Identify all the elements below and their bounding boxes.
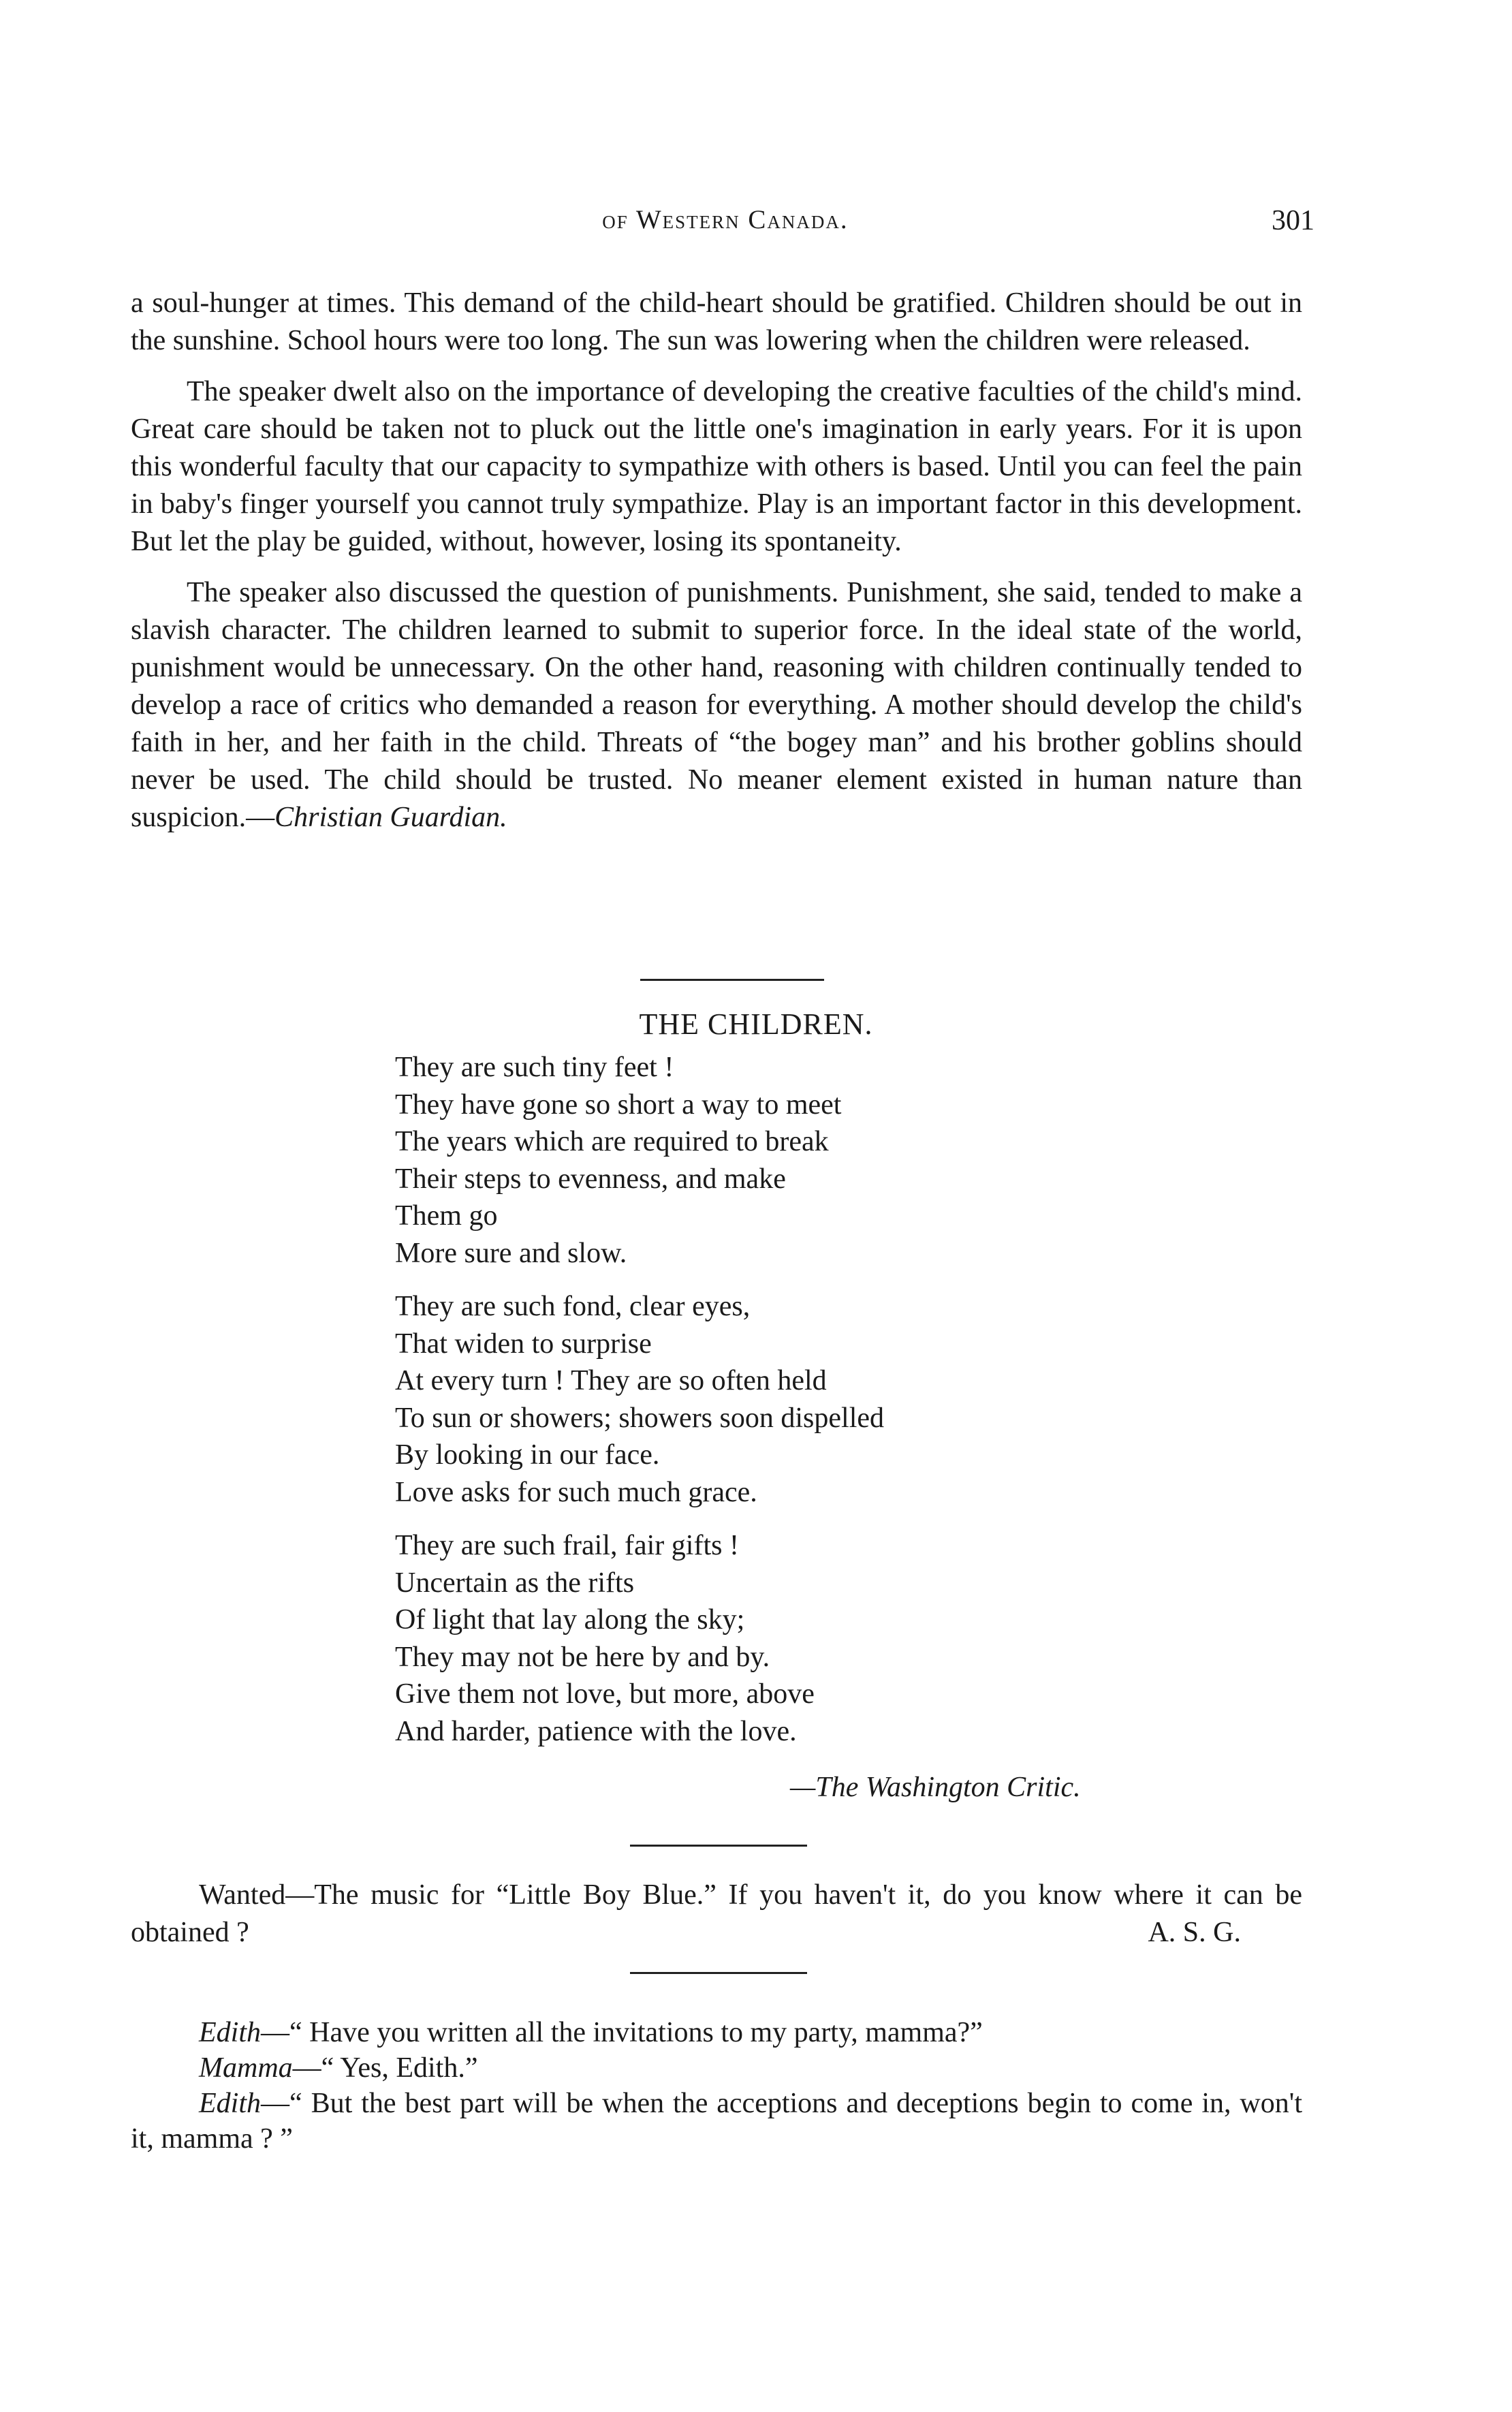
wanted-notice xyxy=(131,1877,1302,1952)
speaker-name: Mamma xyxy=(199,2052,293,2084)
poem-line: Their steps to evenness, and make xyxy=(395,1163,786,1195)
wanted-text: Wanted—The music for “Little Boy Blue.” If you haven't it, do you know where it can be obtained ? xyxy=(131,1879,1302,1948)
page-header xyxy=(136,204,1314,245)
poem-line: And harder, patience with the love. xyxy=(395,1715,797,1747)
poem-line: They are such tiny feet ! xyxy=(395,1052,674,1083)
poem-line: That widen to surprise xyxy=(395,1328,652,1360)
dialogue-text: —“ Have you written all the invitations to my party, mamma?” xyxy=(261,2017,983,2048)
article-source: Christian Guardian. xyxy=(274,802,507,833)
poem-line: Uncertain as the rifts xyxy=(395,1567,635,1599)
poem-line: To sun or showers; showers soon dispelled xyxy=(395,1402,884,1434)
page-number: 301 xyxy=(1272,205,1314,236)
article-body xyxy=(131,285,1302,836)
poem-line: The years which are required to break xyxy=(395,1126,829,1157)
poem-line: More sure and slow. xyxy=(395,1237,627,1269)
poem-line: Love asks for such much grace. xyxy=(395,1476,757,1508)
dialogue-text: —“ Yes, Edith.” xyxy=(292,2052,478,2084)
poem-stanza xyxy=(395,1527,1212,1750)
poem-line: Give them not love, but more, above xyxy=(395,1678,815,1710)
section-divider xyxy=(630,1972,807,1974)
poem-source: —The Washington Critic. xyxy=(790,1772,1081,1803)
poem-title: THE CHILDREN. xyxy=(639,1007,873,1041)
poem-line: By looking in our face. xyxy=(395,1439,660,1471)
article-paragraph-text: The speaker also discussed the question of punishments. Punishment, she said, tended to make a slavish character. The children learned to submit to superior force. In the ideal state of the world, punishment would be unnecessary. On the other hand, reasoning with children continually tended to develop a race of critics who demanded a reason for everything. A mother should develop the child's faith in her, and her faith in the child. Threats of “the bogey man” and his brother goblins should never be used. The child should be trusted. No meaner element existed in human nature than suspicion.— xyxy=(131,577,1302,833)
article-paragraph: a soul-hunger at times. This demand of the child-heart should be gratified. Children should be out in the sunshine. School hours were too long. The sun was lowering when the children were released. xyxy=(131,287,1302,356)
poem-stanza xyxy=(395,1288,1212,1511)
poem-line: Of light that lay along the sky; xyxy=(395,1604,745,1635)
poem-line: They are such fond, clear eyes, xyxy=(395,1291,751,1322)
article-paragraph-last xyxy=(131,574,1302,836)
poem-line: At every turn ! They are so often held xyxy=(395,1365,827,1396)
poem-line: They may not be here by and by. xyxy=(395,1641,770,1673)
wanted-signature: A. S. G. xyxy=(1148,1917,1241,1948)
poem-stanza xyxy=(395,1049,1212,1272)
article-paragraph: The speaker dwelt also on the importance of developing the creative faculties of the child's mind. Great care should be taken not to pluck out the little one's imagination in early years. For it is upon this wonderful faculty that our capacity to sympathize with others is based. Until you can feel the pain in baby's finger yourself you cannot truly sympathize. Play is an important factor in this development. But let the play be guided, without, however, losing its spontaneity. xyxy=(131,376,1302,557)
dialogue-line xyxy=(131,2015,1302,2050)
poem-line: They are such frail, fair gifts ! xyxy=(395,1530,739,1561)
section-divider xyxy=(640,979,824,981)
poem-body xyxy=(395,1049,1212,1750)
speaker-name: Edith xyxy=(199,2088,261,2119)
running-head: of Western Canada. xyxy=(602,205,849,234)
section-divider xyxy=(630,1845,807,1847)
speaker-name: Edith xyxy=(199,2017,261,2048)
dialogue-anecdote xyxy=(131,2015,1302,2157)
poem-line: They have gone so short a way to meet xyxy=(395,1088,842,1121)
poem-line: Them go xyxy=(395,1200,498,1232)
dialogue-text: —“ But the best part will be when the acceptions and deceptions begin to come in, won't it, mamma ? ” xyxy=(131,2088,1302,2155)
dialogue-line xyxy=(131,2050,1302,2086)
dialogue-line xyxy=(131,2086,1302,2157)
